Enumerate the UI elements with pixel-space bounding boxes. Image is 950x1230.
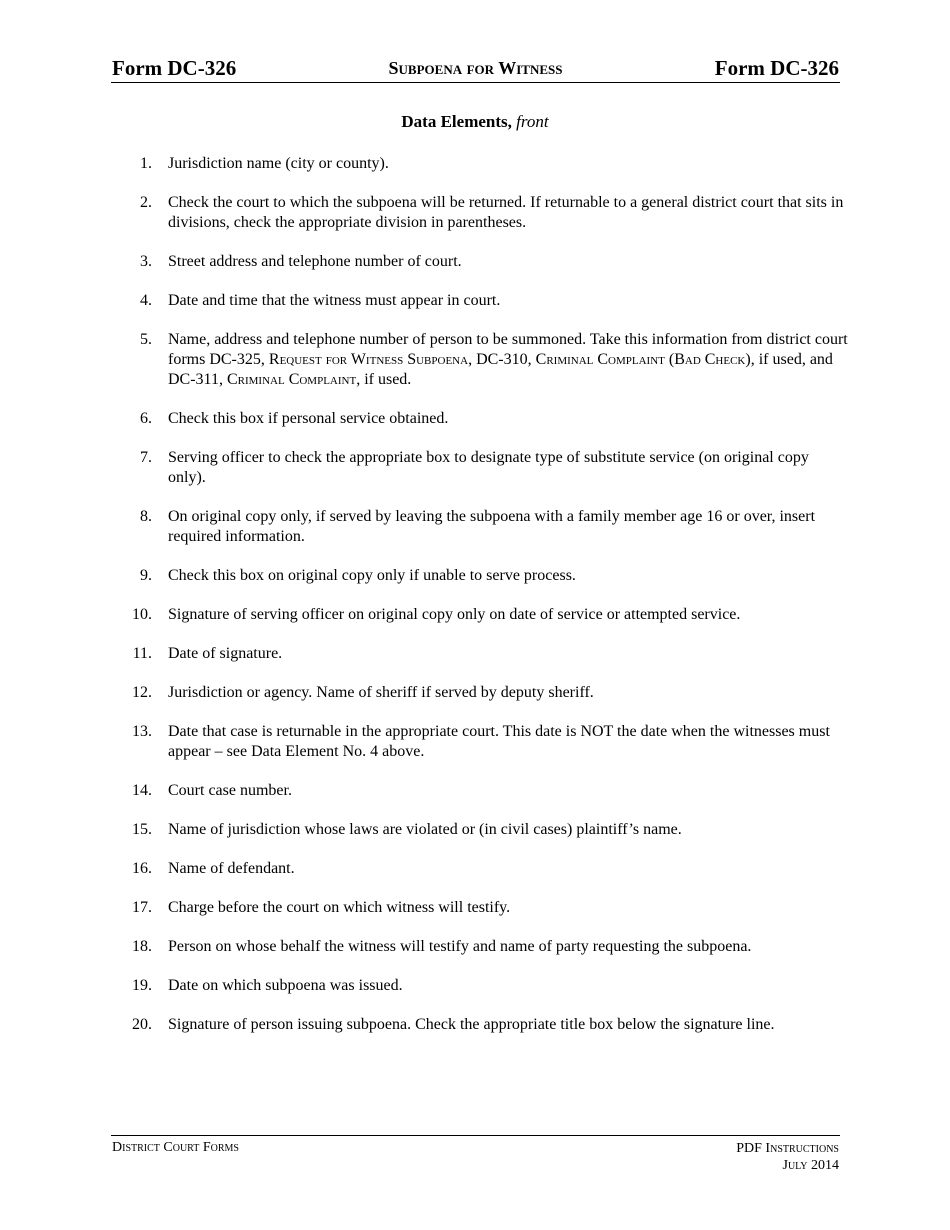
item-number: 3. bbox=[140, 253, 152, 270]
data-elements-list bbox=[130, 154, 850, 1054]
list-item bbox=[130, 1015, 850, 1035]
item-text: Date of signature. bbox=[168, 645, 283, 662]
list-item bbox=[130, 330, 850, 390]
item-text: Court case number. bbox=[168, 782, 292, 799]
list-item bbox=[130, 820, 850, 840]
item-number: 11. bbox=[132, 645, 152, 662]
footer-right-line1: PDF Instructions bbox=[736, 1141, 839, 1156]
form-name-request-for-witness-subpoena: Request for Witness Subpoena bbox=[268, 351, 469, 368]
item-text-part: ), if used, and DC-311, bbox=[168, 351, 833, 388]
list-item bbox=[130, 507, 850, 547]
item-text: Person on whose behalf the witness will testify and name of party requesting the subpoena. bbox=[168, 938, 752, 955]
list-item bbox=[130, 291, 850, 311]
list-item bbox=[130, 898, 850, 918]
item-text-part: Name, address and telephone number of person to be summoned. Take this information from district court forms DC-325, bbox=[168, 331, 848, 368]
list-item bbox=[130, 154, 850, 174]
item-number: 20. bbox=[132, 1016, 152, 1033]
item-text: Check the court to which the subpoena will be returned. If returnable to a general district court that sits in divisions, check the appropriate division in parentheses. bbox=[168, 194, 844, 231]
form-number-left: Form DC-326 bbox=[112, 56, 237, 80]
item-text: Signature of person issuing subpoena. Check the appropriate title box below the signature line. bbox=[168, 1016, 775, 1033]
page-footer bbox=[111, 1135, 840, 1176]
footer-right bbox=[736, 1140, 839, 1174]
item-text: Check this box if personal service obtained. bbox=[168, 410, 449, 427]
footer-left: District Court Forms bbox=[112, 1140, 239, 1155]
item-number: 17. bbox=[132, 899, 152, 916]
item-text bbox=[168, 331, 848, 388]
item-text: Street address and telephone number of court. bbox=[168, 253, 462, 270]
item-text: Serving officer to check the appropriate box to designate type of substitute service (on original copy only). bbox=[168, 449, 809, 486]
item-number: 9. bbox=[140, 567, 152, 584]
item-number: 6. bbox=[140, 410, 152, 427]
item-text-part: , DC-310, bbox=[468, 351, 536, 368]
item-number: 2. bbox=[140, 194, 152, 211]
item-number: 15. bbox=[132, 821, 152, 838]
item-number: 12. bbox=[132, 684, 152, 701]
item-number: 1. bbox=[140, 155, 152, 172]
item-text: Date and time that the witness must appear in court. bbox=[168, 292, 501, 309]
item-text: Date that case is returnable in the appropriate court. This date is NOT the date when the witnesses must appear – see Data Element No. 4 above. bbox=[168, 723, 830, 760]
item-number: 14. bbox=[132, 782, 152, 799]
item-number: 5. bbox=[140, 331, 152, 348]
form-title: Subpoena for Witness bbox=[388, 58, 563, 78]
list-item bbox=[130, 566, 850, 586]
page-header bbox=[111, 56, 840, 83]
item-number: 7. bbox=[140, 449, 152, 466]
list-item bbox=[130, 937, 850, 957]
list-item bbox=[130, 722, 850, 762]
form-name-criminal-complaint: Criminal Complaint bbox=[535, 351, 665, 368]
item-number: 19. bbox=[132, 977, 152, 994]
list-item bbox=[130, 448, 850, 488]
item-text: Check this box on original copy only if unable to serve process. bbox=[168, 567, 576, 584]
section-heading bbox=[0, 112, 950, 132]
form-number-right: Form DC-326 bbox=[714, 56, 839, 80]
footer-right-line2: July 2014 bbox=[782, 1158, 839, 1173]
section-heading-bold: Data Elements, bbox=[401, 112, 512, 131]
list-item bbox=[130, 683, 850, 703]
item-number: 8. bbox=[140, 508, 152, 525]
item-number: 13. bbox=[132, 723, 152, 740]
item-text: Date on which subpoena was issued. bbox=[168, 977, 403, 994]
list-item bbox=[130, 859, 850, 879]
list-item bbox=[130, 409, 850, 429]
item-text-part: , if used. bbox=[356, 371, 412, 388]
item-number: 18. bbox=[132, 938, 152, 955]
list-item bbox=[130, 781, 850, 801]
list-item bbox=[130, 252, 850, 272]
item-number: 16. bbox=[132, 860, 152, 877]
item-text: Jurisdiction or agency. Name of sheriff if served by deputy sheriff. bbox=[168, 684, 594, 701]
item-text: On original copy only, if served by leaving the subpoena with a family member age 16 or over, insert required information. bbox=[168, 508, 816, 545]
item-number: 10. bbox=[132, 606, 152, 623]
section-heading-italic: front bbox=[516, 112, 549, 131]
item-text: Jurisdiction name (city or county). bbox=[168, 155, 389, 172]
list-item bbox=[130, 193, 850, 233]
item-text: Signature of serving officer on original copy only on date of service or attempted service. bbox=[168, 606, 741, 623]
list-item bbox=[130, 976, 850, 996]
item-number: 4. bbox=[140, 292, 152, 309]
item-text: Charge before the court on which witness will testify. bbox=[168, 899, 511, 916]
list-item bbox=[130, 644, 850, 664]
form-name-criminal-complaint-2: Criminal Complaint bbox=[226, 371, 357, 388]
item-text: Name of defendant. bbox=[168, 860, 295, 877]
item-text-part: ( bbox=[664, 351, 675, 368]
item-text: Name of jurisdiction whose laws are violated or (in civil cases) plaintiff’s name. bbox=[168, 821, 682, 838]
form-name-bad-check: Bad Check bbox=[674, 351, 746, 368]
list-item bbox=[130, 605, 850, 625]
